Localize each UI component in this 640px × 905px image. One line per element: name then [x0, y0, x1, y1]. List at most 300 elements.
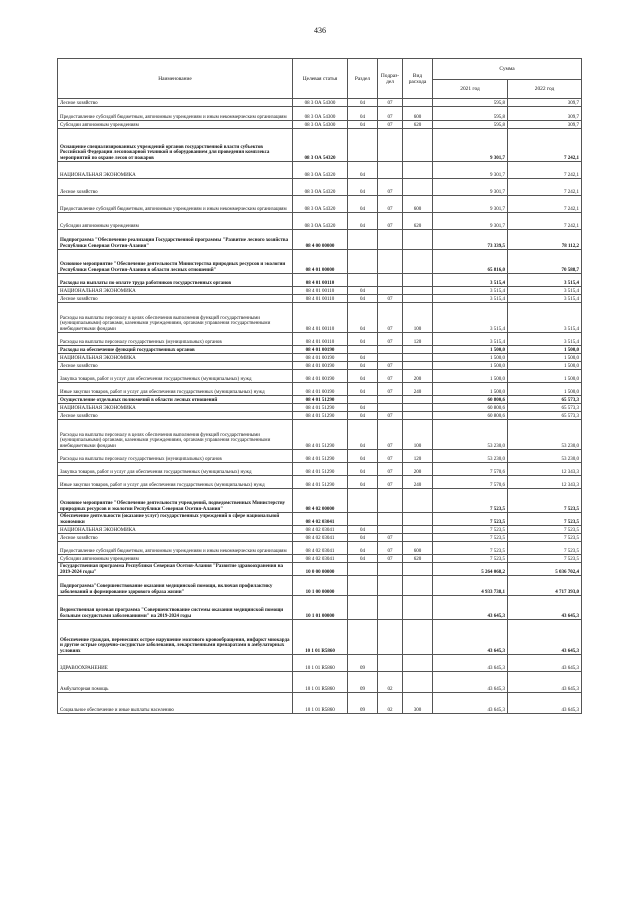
- row-section: [348, 274, 378, 287]
- row-amount-2021: 53 230,0: [433, 450, 508, 463]
- row-amount-2021: 43 645,3: [433, 672, 508, 693]
- row-amount-2022: 7 523,5: [508, 534, 582, 542]
- row-subsection: 07: [378, 196, 403, 213]
- row-subsection: [378, 489, 403, 513]
- table-row: [58, 396, 582, 404]
- row-name: Ведомственная целевая программа "Совершенствование системы оказания медицинской помощи больным сосудистыми заболеваниями" на 2019-2024 годы: [58, 596, 293, 620]
- row-target: 08 4 01 51290: [293, 420, 348, 450]
- table-body: [58, 99, 582, 714]
- row-section: 04: [348, 213, 378, 230]
- row-section: 04: [348, 162, 378, 179]
- row-name: Расходы на выплаты персоналу в целях обеспечения выполнения функций государственными (муниципальными) органами, казенными учреждениями, органами управления государственными внебюджетными фондами: [58, 303, 293, 333]
- row-section: 04: [348, 463, 378, 476]
- row-exp-type: 300: [403, 693, 433, 714]
- row-amount-2022: 309,7: [508, 107, 582, 121]
- row-amount-2022: 78 112,2: [508, 230, 582, 250]
- row-target: 10 1 00 00000: [293, 576, 348, 596]
- table-row: [58, 576, 582, 596]
- row-name: Иные закупки товаров, работ и услуг для обеспечения государственных (муниципальных) нужд: [58, 383, 293, 396]
- row-amount-2021: 60 800,6: [433, 412, 508, 420]
- row-subsection: [378, 596, 403, 620]
- row-amount-2021: 595,8: [433, 99, 508, 107]
- table-row: [58, 450, 582, 463]
- row-name: Обеспечение деятельности (оказание услуг) государственных учреждений в сфере национальной экономики: [58, 513, 293, 526]
- row-exp-type: 600: [403, 107, 433, 121]
- row-amount-2022: 7 242,1: [508, 129, 582, 162]
- table-row: [58, 295, 582, 303]
- row-amount-2021: 43 645,3: [433, 596, 508, 620]
- row-subsection: [378, 129, 403, 162]
- table-row: [58, 274, 582, 287]
- row-exp-type: 600: [403, 542, 433, 555]
- row-name: Основное мероприятие "Обеспечение деятельности Министерства природных ресурсов и экологии Республики Северная Осетия-Алания в области лесных отношений": [58, 250, 293, 274]
- row-amount-2022: 65 573,3: [508, 412, 582, 420]
- row-name: Государственная программа Республики Северная Осетия-Алания "Развитие здравоохранения на 2019-2024 годы": [58, 563, 293, 576]
- row-subsection: [378, 655, 403, 672]
- row-section: [348, 489, 378, 513]
- row-amount-2021: 3 515,4: [433, 287, 508, 295]
- row-amount-2021: 60 800,6: [433, 396, 508, 404]
- row-amount-2021: 73 339,5: [433, 230, 508, 250]
- table-row: [58, 534, 582, 542]
- row-amount-2021: 595,8: [433, 121, 508, 129]
- row-subsection: [378, 513, 403, 526]
- table-row: [58, 412, 582, 420]
- row-subsection: 07: [378, 476, 403, 489]
- row-name: НАЦИОНАЛЬНАЯ ЭКОНОМИКА: [58, 354, 293, 362]
- row-amount-2021: 7 523,5: [433, 555, 508, 563]
- row-exp-type: 620: [403, 121, 433, 129]
- row-name: Амбулаторная помощь: [58, 672, 293, 693]
- row-amount-2022: 7 523,5: [508, 513, 582, 526]
- row-section: 04: [348, 196, 378, 213]
- row-amount-2021: 43 645,3: [433, 655, 508, 672]
- table-row: [58, 476, 582, 489]
- row-section: [348, 563, 378, 576]
- row-exp-type: [403, 354, 433, 362]
- row-name: Расходы на выплаты персоналу в целях обеспечения выполнения функций государственными (муниципальными) органами, казенными учреждениями, органами управления государственными внебюджетными фондами: [58, 420, 293, 450]
- table-row: [58, 620, 582, 655]
- row-exp-type: [403, 162, 433, 179]
- row-name: Расходы на обеспечение функций государственных органов: [58, 346, 293, 354]
- table-row: [58, 489, 582, 513]
- table-row: [58, 655, 582, 672]
- row-amount-2021: 9 301,7: [433, 179, 508, 196]
- row-exp-type: [403, 563, 433, 576]
- row-amount-2021: 9 301,7: [433, 162, 508, 179]
- table-row: [58, 672, 582, 693]
- row-amount-2022: 7 242,1: [508, 213, 582, 230]
- table-row: [58, 404, 582, 412]
- table-row: [58, 250, 582, 274]
- row-amount-2021: 7 523,5: [433, 489, 508, 513]
- header-amounts: Сумма: [433, 59, 582, 80]
- row-name: Лесное хозяйство: [58, 362, 293, 370]
- table-row: [58, 303, 582, 333]
- row-amount-2021: 9 301,7: [433, 196, 508, 213]
- row-section: 04: [348, 303, 378, 333]
- row-amount-2022: 12 343,3: [508, 463, 582, 476]
- row-exp-type: 100: [403, 420, 433, 450]
- row-name: НАЦИОНАЛЬНАЯ ЭКОНОМИКА: [58, 287, 293, 295]
- table-row: [58, 333, 582, 346]
- table-row: [58, 383, 582, 396]
- row-amount-2022: 3 515,4: [508, 287, 582, 295]
- row-name: Осуществление отдельных полномочий в области лесных отношений: [58, 396, 293, 404]
- row-subsection: 02: [378, 693, 403, 714]
- row-exp-type: [403, 295, 433, 303]
- row-exp-type: [403, 620, 433, 655]
- row-target: 10 1 01 R5860: [293, 693, 348, 714]
- row-subsection: [378, 620, 403, 655]
- row-exp-type: [403, 287, 433, 295]
- row-exp-type: [403, 179, 433, 196]
- row-amount-2022: 1 500,0: [508, 383, 582, 396]
- table-row: [58, 179, 582, 196]
- row-exp-type: [403, 274, 433, 287]
- row-subsection: 07: [378, 534, 403, 542]
- row-target: 08 3 ОА 54300: [293, 121, 348, 129]
- row-section: 04: [348, 526, 378, 534]
- row-exp-type: [403, 250, 433, 274]
- row-section: 04: [348, 370, 378, 383]
- row-exp-type: 120: [403, 450, 433, 463]
- row-exp-type: [403, 346, 433, 354]
- row-amount-2021: 1 500,0: [433, 383, 508, 396]
- row-exp-type: [403, 412, 433, 420]
- header-subsection: Подраз-дел: [378, 59, 403, 99]
- row-subsection: 07: [378, 121, 403, 129]
- row-exp-type: [403, 534, 433, 542]
- row-section: 04: [348, 107, 378, 121]
- row-exp-type: [403, 99, 433, 107]
- table-row: [58, 121, 582, 129]
- row-exp-type: [403, 672, 433, 693]
- row-exp-type: [403, 404, 433, 412]
- row-target: 08 4 02 03041: [293, 513, 348, 526]
- row-amount-2022: 43 645,3: [508, 693, 582, 714]
- row-section: 04: [348, 404, 378, 412]
- row-exp-type: 100: [403, 303, 433, 333]
- row-subsection: 07: [378, 412, 403, 420]
- page-number: 436: [314, 26, 326, 35]
- row-target: 10 1 01 R5860: [293, 672, 348, 693]
- row-amount-2021: 7 523,5: [433, 526, 508, 534]
- table-row: [58, 287, 582, 295]
- row-name: Расходы на выплаты персоналу государственных (муниципальных) органов: [58, 333, 293, 346]
- row-exp-type: [403, 513, 433, 526]
- row-amount-2021: 65 816,0: [433, 250, 508, 274]
- row-target: 08 4 01 51290: [293, 412, 348, 420]
- row-target: 08 4 01 00190: [293, 354, 348, 362]
- row-amount-2022: 7 523,5: [508, 526, 582, 534]
- row-section: [348, 576, 378, 596]
- row-section: 04: [348, 287, 378, 295]
- row-section: 04: [348, 121, 378, 129]
- row-amount-2021: 43 645,3: [433, 693, 508, 714]
- row-amount-2022: 70 588,7: [508, 250, 582, 274]
- row-section: 04: [348, 476, 378, 489]
- budget-table: [57, 58, 582, 714]
- row-section: 04: [348, 420, 378, 450]
- table-row: [58, 230, 582, 250]
- row-amount-2021: 1 500,0: [433, 354, 508, 362]
- row-amount-2022: 7 523,5: [508, 489, 582, 513]
- row-section: [348, 230, 378, 250]
- row-subsection: [378, 250, 403, 274]
- row-amount-2021: 7 523,5: [433, 534, 508, 542]
- row-amount-2021: 3 515,4: [433, 274, 508, 287]
- table-row: [58, 99, 582, 107]
- row-name: Лесное хозяйство: [58, 534, 293, 542]
- row-subsection: 07: [378, 463, 403, 476]
- row-amount-2022: 7 523,5: [508, 542, 582, 555]
- row-name: Субсидии автономным учреждениям: [58, 213, 293, 230]
- row-subsection: 07: [378, 107, 403, 121]
- row-section: 04: [348, 295, 378, 303]
- row-name: Закупка товаров, работ и услуг для обеспечения государственных (муниципальных) нужд: [58, 370, 293, 383]
- row-section: [348, 250, 378, 274]
- row-section: [348, 396, 378, 404]
- row-name: Лесное хозяйство: [58, 99, 293, 107]
- row-amount-2022: 1 500,0: [508, 354, 582, 362]
- row-section: [348, 513, 378, 526]
- row-target: 10 1 01 00000: [293, 596, 348, 620]
- row-amount-2021: 7 570,6: [433, 463, 508, 476]
- row-amount-2022: 65 573,3: [508, 396, 582, 404]
- header-target: Целевая статья: [293, 59, 348, 99]
- row-target: 10 1 01 R5860: [293, 620, 348, 655]
- row-exp-type: 600: [403, 196, 433, 213]
- row-amount-2021: 4 933 738,1: [433, 576, 508, 596]
- row-amount-2022: 309,7: [508, 121, 582, 129]
- row-amount-2021: 595,8: [433, 107, 508, 121]
- table-row: [58, 513, 582, 526]
- row-target: 08 4 01 51290: [293, 404, 348, 412]
- header-name: Наименование: [58, 59, 293, 99]
- row-subsection: 07: [378, 362, 403, 370]
- row-subsection: 02: [378, 672, 403, 693]
- row-amount-2022: 3 515,4: [508, 303, 582, 333]
- row-amount-2021: 60 800,6: [433, 404, 508, 412]
- row-section: 04: [348, 99, 378, 107]
- row-section: 04: [348, 542, 378, 555]
- row-exp-type: [403, 362, 433, 370]
- row-target: 08 4 01 00110: [293, 274, 348, 287]
- row-target: 08 4 01 51290: [293, 476, 348, 489]
- row-exp-type: [403, 655, 433, 672]
- table-row: [58, 362, 582, 370]
- row-name: Лесное хозяйство: [58, 412, 293, 420]
- row-target: 08 3 ОА 54320: [293, 129, 348, 162]
- row-section: 04: [348, 354, 378, 362]
- row-name: Лесное хозяйство: [58, 179, 293, 196]
- row-amount-2022: 43 645,3: [508, 672, 582, 693]
- row-section: 04: [348, 179, 378, 196]
- row-subsection: 07: [378, 420, 403, 450]
- row-target: 08 4 01 00110: [293, 295, 348, 303]
- row-section: 04: [348, 333, 378, 346]
- row-amount-2022: 3 515,4: [508, 274, 582, 287]
- row-name: Субсидии автономным учреждениям: [58, 555, 293, 563]
- row-exp-type: [403, 129, 433, 162]
- row-section: 04: [348, 450, 378, 463]
- row-amount-2021: 43 645,3: [433, 620, 508, 655]
- row-target: 08 4 01 51290: [293, 450, 348, 463]
- row-amount-2022: 5 036 702,4: [508, 563, 582, 576]
- row-subsection: [378, 354, 403, 362]
- row-target: 08 3 ОА 54320: [293, 162, 348, 179]
- row-amount-2021: 3 515,4: [433, 333, 508, 346]
- row-amount-2021: 9 301,7: [433, 129, 508, 162]
- row-section: [348, 620, 378, 655]
- row-subsection: [378, 404, 403, 412]
- header-2021: 2021 год: [433, 80, 508, 99]
- row-name: Расходы на выплаты персоналу государственных (муниципальных) органов: [58, 450, 293, 463]
- row-amount-2021: 1 500,0: [433, 362, 508, 370]
- row-target: 08 4 01 00110: [293, 287, 348, 295]
- row-exp-type: [403, 396, 433, 404]
- row-name: Расходы на выплаты по оплате труда работников государственных органов: [58, 274, 293, 287]
- row-amount-2022: 12 343,3: [508, 476, 582, 489]
- row-section: 04: [348, 412, 378, 420]
- row-amount-2022: 53 230,0: [508, 420, 582, 450]
- row-amount-2021: 7 570,6: [433, 476, 508, 489]
- row-amount-2021: 9 301,7: [433, 213, 508, 230]
- row-subsection: 07: [378, 213, 403, 230]
- row-exp-type: [403, 526, 433, 534]
- row-subsection: 07: [378, 555, 403, 563]
- row-subsection: [378, 287, 403, 295]
- row-subsection: 07: [378, 333, 403, 346]
- row-amount-2021: 7 523,5: [433, 513, 508, 526]
- row-amount-2022: 4 717 393,0: [508, 576, 582, 596]
- row-name: Обеспечение граждан, перенесших острое нарушение мозгового кровообращения, инфаркт миокарда и другие острые сердечно-сосудистые заболевания, лекарственными препаратами в амбулаторных условиях: [58, 620, 293, 655]
- table-row: [58, 542, 582, 555]
- table-row: [58, 555, 582, 563]
- row-section: 09: [348, 655, 378, 672]
- row-name: Предоставление субсидий бюджетным, автономным учреждениям и иным некоммерческим организациям: [58, 107, 293, 121]
- row-amount-2021: 1 500,0: [433, 370, 508, 383]
- table-row: [58, 346, 582, 354]
- row-subsection: [378, 576, 403, 596]
- row-amount-2022: 3 515,4: [508, 295, 582, 303]
- row-exp-type: 240: [403, 383, 433, 396]
- row-amount-2022: 1 500,0: [508, 346, 582, 354]
- row-name: Предоставление субсидий бюджетным, автономным учреждениям и иным некоммерческим организациям: [58, 542, 293, 555]
- row-exp-type: 200: [403, 463, 433, 476]
- header-section: Раздел: [348, 59, 378, 99]
- row-name: Предоставление субсидий бюджетным, автономным учреждениям и иным некоммерческим организациям: [58, 196, 293, 213]
- row-subsection: 07: [378, 295, 403, 303]
- row-amount-2021: 3 515,4: [433, 295, 508, 303]
- row-subsection: 07: [378, 370, 403, 383]
- row-target: 08 3 ОА 54320: [293, 179, 348, 196]
- row-section: 04: [348, 383, 378, 396]
- row-exp-type: 240: [403, 476, 433, 489]
- row-section: [348, 129, 378, 162]
- table-row: [58, 354, 582, 362]
- row-amount-2022: 65 573,3: [508, 404, 582, 412]
- row-name: Субсидии автономным учреждениям: [58, 121, 293, 129]
- row-target: 08 4 00 00000: [293, 230, 348, 250]
- row-target: 08 4 01 00190: [293, 362, 348, 370]
- row-target: 08 4 02 03041: [293, 542, 348, 555]
- row-subsection: 07: [378, 303, 403, 333]
- row-name: Социальное обеспечение и иные выплаты населению: [58, 693, 293, 714]
- row-target: 08 3 ОА 54320: [293, 196, 348, 213]
- row-amount-2021: 53 230,0: [433, 420, 508, 450]
- row-section: 04: [348, 534, 378, 542]
- row-amount-2022: 7 242,1: [508, 179, 582, 196]
- row-name: Основное мероприятие "Обеспечение деятельности учреждений, подведомственных Министерству природных ресурсов и экологии Республики Северная Осетия-Алания": [58, 489, 293, 513]
- row-name: Подпрограмма "Обеспечение реализации Государственной программы "Развитие лесного хозяйства Республики Северная Осетия-Алания": [58, 230, 293, 250]
- row-target: 08 4 02 03041: [293, 555, 348, 563]
- row-subsection: 07: [378, 542, 403, 555]
- row-target: 08 3 ОА 54320: [293, 213, 348, 230]
- row-target: 08 4 02 03041: [293, 526, 348, 534]
- row-name: Закупка товаров, работ и услуг для обеспечения государственных (муниципальных) нужд: [58, 463, 293, 476]
- row-amount-2021: 7 523,5: [433, 542, 508, 555]
- row-name: Лесное хозяйство: [58, 295, 293, 303]
- row-subsection: [378, 563, 403, 576]
- row-section: [348, 596, 378, 620]
- row-subsection: 07: [378, 179, 403, 196]
- row-subsection: [378, 346, 403, 354]
- table-row: [58, 129, 582, 162]
- row-target: 08 3 ОА 54300: [293, 99, 348, 107]
- row-amount-2022: 43 645,3: [508, 620, 582, 655]
- row-amount-2022: 43 645,3: [508, 596, 582, 620]
- table-row: [58, 370, 582, 383]
- row-section: 04: [348, 555, 378, 563]
- row-exp-type: 200: [403, 370, 433, 383]
- row-target: 08 4 01 51290: [293, 463, 348, 476]
- row-exp-type: [403, 596, 433, 620]
- row-subsection: [378, 526, 403, 534]
- row-amount-2022: 3 515,4: [508, 333, 582, 346]
- row-amount-2022: 7 242,1: [508, 196, 582, 213]
- row-target: 10 1 01 R5860: [293, 655, 348, 672]
- row-name: Иные закупки товаров, работ и услуг для обеспечения государственных (муниципальных) нужд: [58, 476, 293, 489]
- row-exp-type: [403, 230, 433, 250]
- row-amount-2022: 7 242,1: [508, 162, 582, 179]
- row-target: 08 4 01 00190: [293, 383, 348, 396]
- row-amount-2022: 1 500,0: [508, 362, 582, 370]
- row-target: 08 3 ОА 54300: [293, 107, 348, 121]
- row-subsection: [378, 230, 403, 250]
- row-target: 08 4 01 00190: [293, 370, 348, 383]
- row-subsection: [378, 396, 403, 404]
- table-row: [58, 213, 582, 230]
- row-target: 08 4 02 03041: [293, 534, 348, 542]
- row-target: 08 4 01 00000: [293, 250, 348, 274]
- row-target: 08 4 01 51290: [293, 396, 348, 404]
- table-row: [58, 596, 582, 620]
- row-target: 10 0 00 00000: [293, 563, 348, 576]
- row-name: НАЦИОНАЛЬНАЯ ЭКОНОМИКА: [58, 162, 293, 179]
- row-subsection: 07: [378, 383, 403, 396]
- row-exp-type: 620: [403, 213, 433, 230]
- row-subsection: 07: [378, 450, 403, 463]
- row-name: Подпрограмма"Совершенствование оказания медицинской помощи, включая профилактику заболеваний и формирование здорового образа жизни": [58, 576, 293, 596]
- row-amount-2021: 5 264 068,2: [433, 563, 508, 576]
- row-section: 09: [348, 672, 378, 693]
- row-amount-2022: 1 500,0: [508, 370, 582, 383]
- row-amount-2021: 1 500,0: [433, 346, 508, 354]
- table-row: [58, 563, 582, 576]
- row-exp-type: [403, 576, 433, 596]
